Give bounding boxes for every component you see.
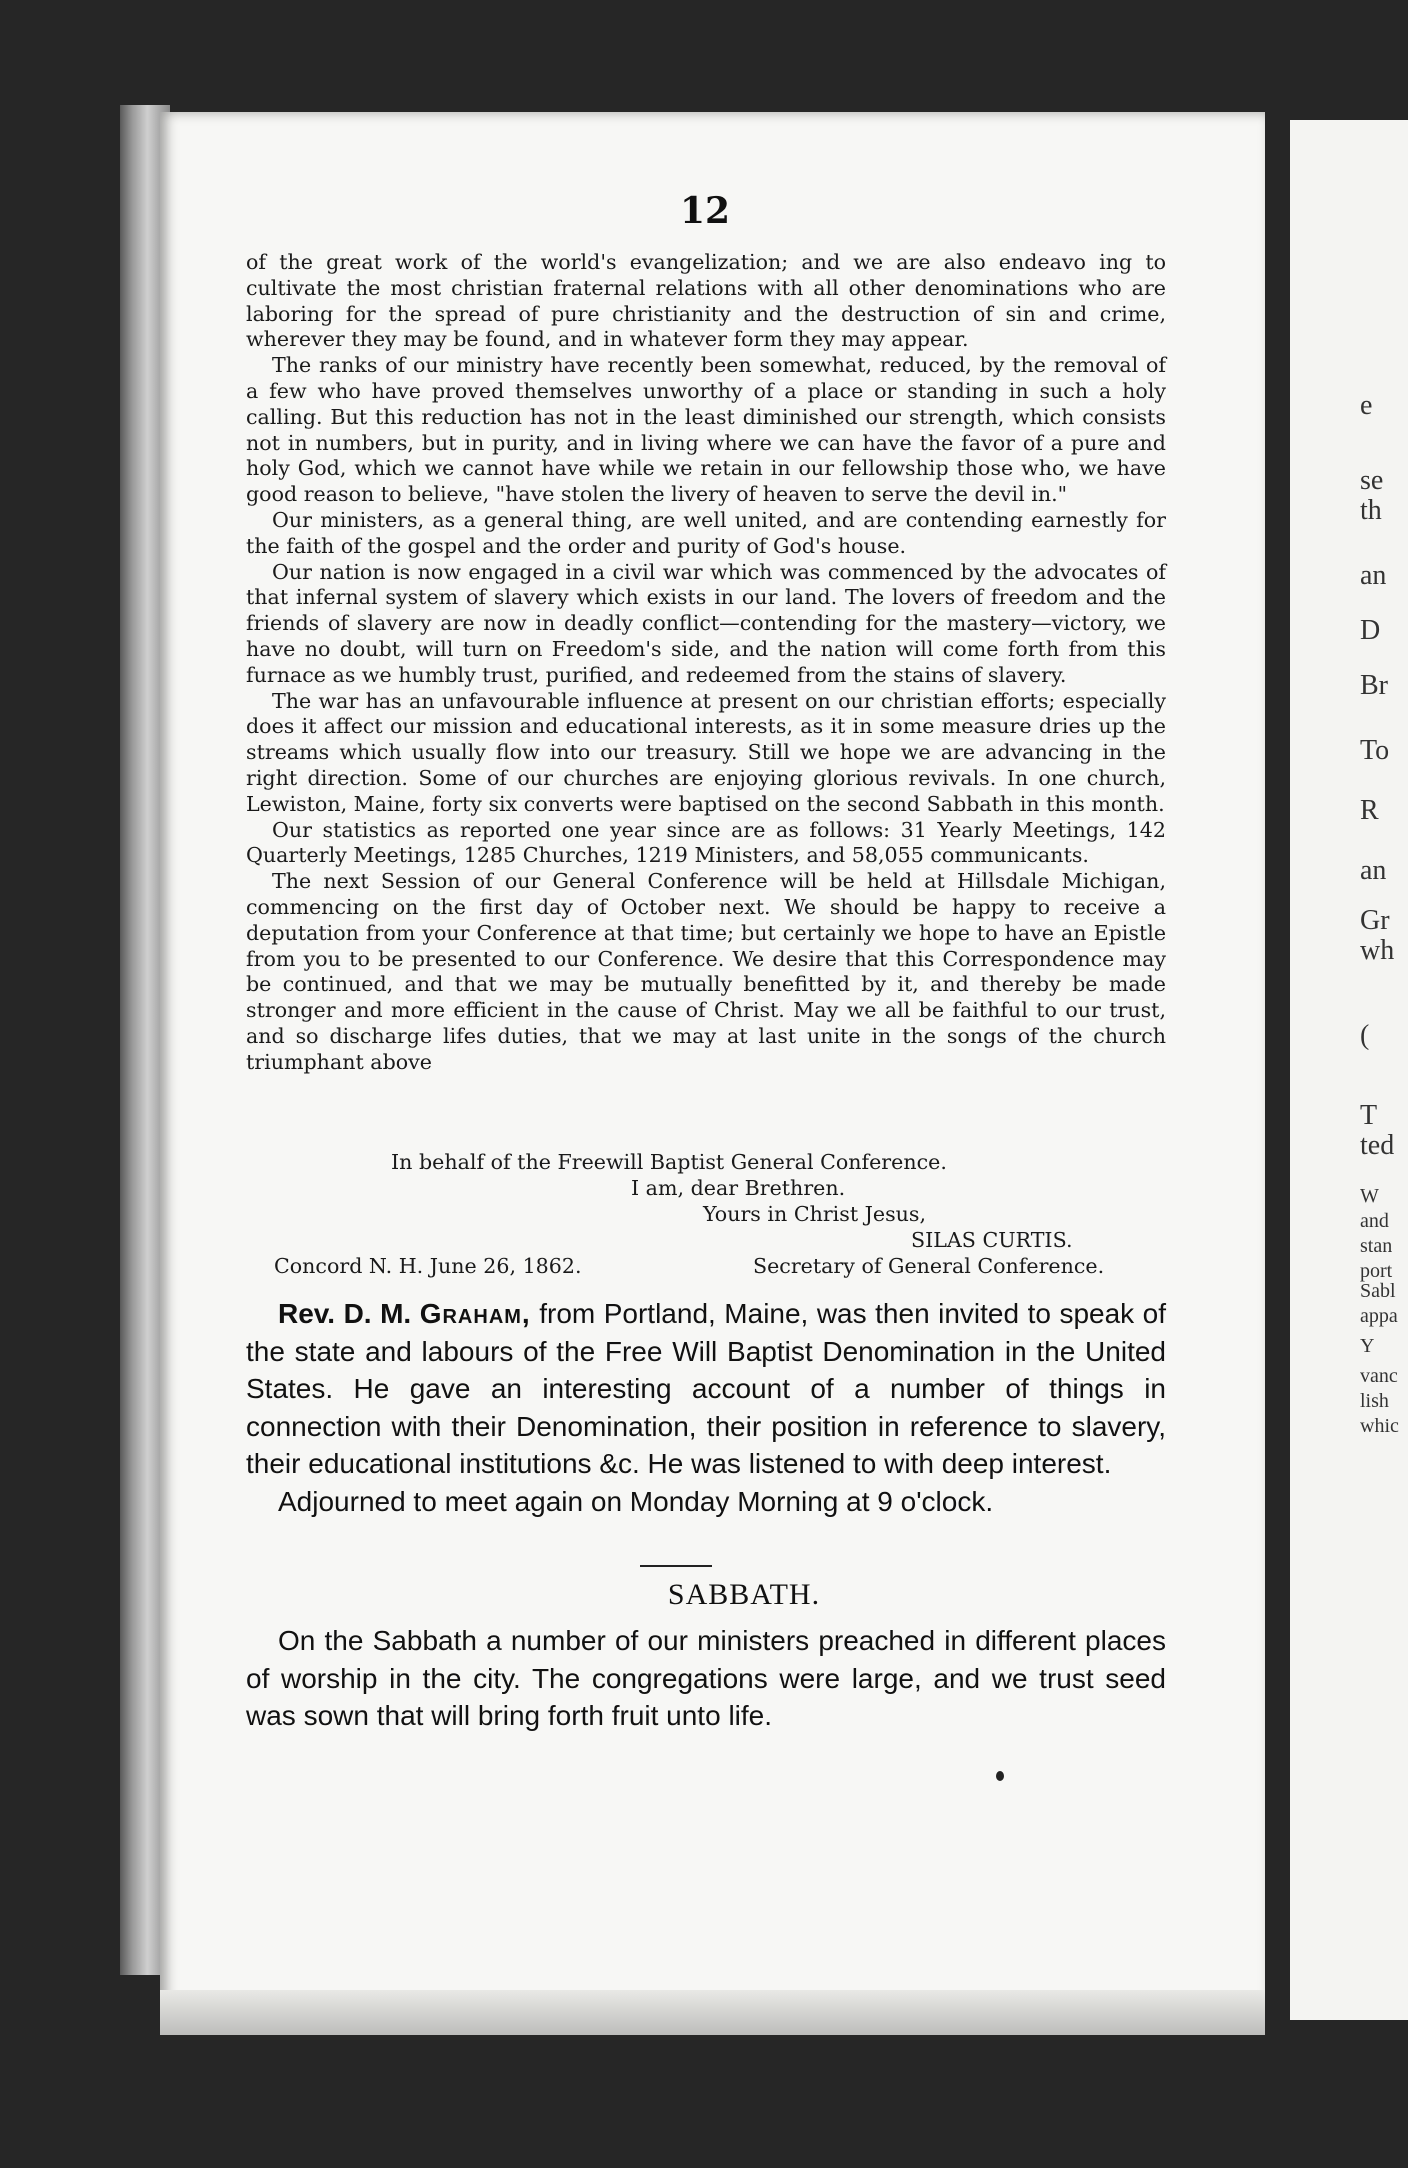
adjacent-page-fragment: Sabl [1360, 1280, 1396, 1302]
sabbath-section [246, 1622, 1166, 1735]
adjourned-paragraph: Adjourned to meet again on Monday Morning at 9 o'clock. [278, 1485, 994, 1517]
adjacent-page-fragment: stan [1360, 1235, 1393, 1257]
adjacent-page-fragment: wh [1360, 935, 1395, 966]
sabbath-paragraph: On the Sabbath a number of our ministers preached in different places of worship in the city. The congregations were large, and we trust seed was sown that will bring forth fruit unto life. [246, 1625, 1166, 1732]
adjacent-page-fragment: Br [1360, 670, 1388, 701]
adjacent-page-fragment: Gr [1360, 905, 1390, 936]
adjacent-page-fragments [1290, 120, 1408, 2020]
closing-salutation: I am, dear Brethren. [631, 1176, 846, 1200]
letter-paragraph: The war has an unfavourable influence at present on our christian efforts; especially does it affect our mission and educational interests, as it in some measure dries up the streams which usually flow into our treasury. Still we hope we are advancing in the right direction. Some of our churches are enjoying glorious revivals. In one church, Lewiston, Maine, forty six converts were baptised on the second Sabbath in this month. [246, 688, 1166, 816]
adjacent-page-fragment: e [1360, 390, 1373, 421]
adjacent-page-fragment: vanc [1360, 1365, 1398, 1387]
graham-paragraph [246, 1295, 1166, 1483]
closing-valediction: Yours in Christ Jesus, [703, 1202, 927, 1226]
secretary-title: Secretary of General Conference. [753, 1254, 1105, 1278]
adjacent-page-fragment: and [1360, 1210, 1389, 1232]
graham-name: Graham, [419, 1298, 531, 1329]
letter-paragraph: Our ministers, as a general thing, are well united, and are contending earnestly for the faith of the gospel and the order and purity of God's house. [246, 507, 1166, 558]
adjacent-page-fragment: se [1360, 465, 1384, 496]
section-divider [640, 1565, 712, 1567]
adjacent-page-fragment: ted [1360, 1130, 1395, 1161]
adjacent-page-fragment: Y [1360, 1335, 1375, 1357]
letter-paragraph: The ranks of our ministry have recently been somewhat, reduced, by the removal of a few who have proved themselves unworthy of a place or standing in such a holy calling. But this reduction has not in the least diminished our strength, which consists not in numbers, but in purity, and in living where we can have the favor of a pure and holy God, which we cannot have while we retain in our fellowship those who, we have good reason to believe, "have stolen the livery of heaven to serve the devil in." [246, 353, 1166, 507]
graham-text: from Portland, Maine, was then invited to speak of the state and labours of the Free Will Baptist Denomination in the United States. He gave an interesting account of a number of things in connection with their Denomination, their position in reference to slavery, their educational institutions &c. He was listened to with deep interest. [246, 1298, 1167, 1480]
letter-paragraph: The next Session of our General Conference will be held at Hillsdale Michigan, commencing on the first day of October next. We should be happy to receive a deputation from your Conference at that time; but certainly we hope to have an Epistle from you to be presented to our Conference. We desire that this Correspondence may be continued, and that we may be mutually benefitted by it, and thereby be made stronger and more efficient in the cause of Christ. May we all be faithful to our trust, and so discharge lifes duties, that we may at last unite in the songs of the church triumphant above [246, 869, 1166, 1074]
ink-dot [996, 1771, 1004, 1781]
letter-body [246, 250, 1166, 1076]
letter-paragraph: Our statistics as reported one year since are as follows: 31 Yearly Meetings, 142 Quarterly Meetings, 1285 Churches, 1219 Ministers, and 58,055 communicants. [246, 817, 1166, 868]
adjacent-page-fragment: th [1360, 495, 1382, 526]
adjacent-page-fragment: an [1360, 560, 1387, 591]
adjacent-page-fragment: an [1360, 855, 1387, 886]
page-edge [160, 1990, 1265, 2035]
graham-prefix: Rev. D. M. [278, 1298, 412, 1329]
adjacent-page-fragment: R [1360, 795, 1379, 826]
adjacent-page-fragment: whic [1360, 1415, 1399, 1437]
adjacent-page-fragment: D [1360, 615, 1381, 646]
adjacent-page [1290, 120, 1408, 2020]
sabbath-heading: SABBATH. [667, 1578, 821, 1611]
adjacent-page-fragment: lish [1360, 1390, 1389, 1412]
adjacent-page-fragment: appa [1360, 1305, 1398, 1327]
signature: SILAS CURTIS. [911, 1228, 1073, 1252]
closing-behalf: In behalf of the Freewill Baptist General Conference. [391, 1150, 947, 1174]
adjacent-page-fragment: port [1360, 1260, 1393, 1282]
place-date: Concord N. H. June 26, 1862. [274, 1254, 582, 1278]
letter-paragraph: Our nation is now engaged in a civil war which was commenced by the advocates of that infernal system of slavery which exists in our land. The lovers of freedom and the friends of slavery are now in deadly conflict—contending for the mastery—victory, we have no doubt, will turn on Freedom's side, and the nation will come forth from this furnace as we humbly trust, purified, and redeemed from the stains of slavery. [246, 559, 1166, 687]
adjacent-page-fragment: T [1360, 1100, 1378, 1131]
page-number: 12 [680, 190, 731, 232]
adjacent-page-fragment: To [1360, 735, 1390, 766]
letter-paragraph: of the great work of the world's evangelization; and we are also endeavo ing to cultivate the most christian fraternal relations with all other denominations who are laboring for the spread of pure christianity and the destruction of sin and crime, wherever they may be found, and in whatever form they may appear. [246, 250, 1166, 352]
adjacent-page-fragment: ( [1360, 1020, 1370, 1051]
adjacent-page-fragment: W [1360, 1185, 1379, 1207]
minutes-section [246, 1295, 1166, 1521]
